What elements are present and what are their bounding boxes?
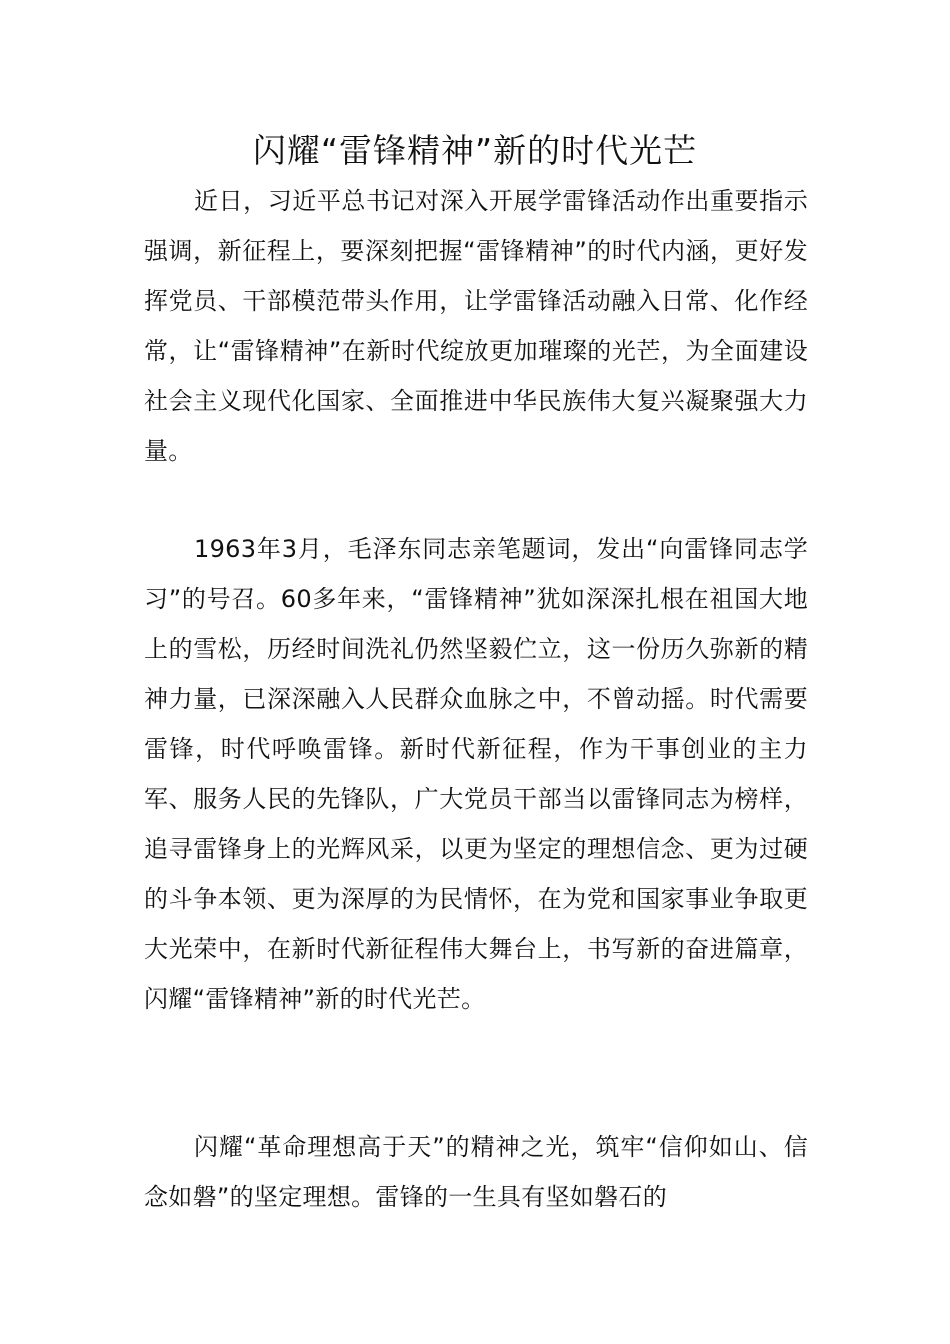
paragraph-3: 闪耀“革命理想高于天”的精神之光，筑牢“信仰如山、信念如磐”的坚定理想。雷锋的一生具有坚如磐石的: [144, 1133, 808, 1211]
paragraph-2: 1963年3月，毛泽东同志亲笔题词，发出“向雷锋同志学习”的号召。60多年来，“雷锋精神”犹如深深扎根在祖国大地上的雪松，历经时间洗礼仍然坚毅伫立，这一份历久弥新的精神力量，已深深融入人民群众血脉之中，不曾动摇。时代需要雷锋，时代呼唤雷锋。新时代新征程，作为干事创业的主力军、服务人民的先锋队，广大党员干部当以雷锋同志为榜样，追寻雷锋身上的光辉风采，以更为坚定的理想信念、更为过硬的斗争本领、更为深厚的为民情怀，在为党和国家事业争取更大光荣中，在新时代新征程伟大舞台上，书写新的奋进篇章，闪耀“雷锋精神”新的时代光芒。: [144, 535, 808, 1013]
document-title: 闪耀“雷锋精神”新的时代光芒: [252, 131, 698, 170]
paragraph-1: 近日，习近平总书记对深入开展学雷锋活动作出重要指示强调，新征程上，要深刻把握“雷锋精神”的时代内涵，更好发挥党员、干部模范带头作用，让学雷锋活动融入日常、化作经常，让“雷锋精神”在新时代绽放更加璀璨的光芒，为全面建设社会主义现代化国家、全面推进中华民族伟大复兴凝聚强大力量。: [144, 187, 808, 465]
